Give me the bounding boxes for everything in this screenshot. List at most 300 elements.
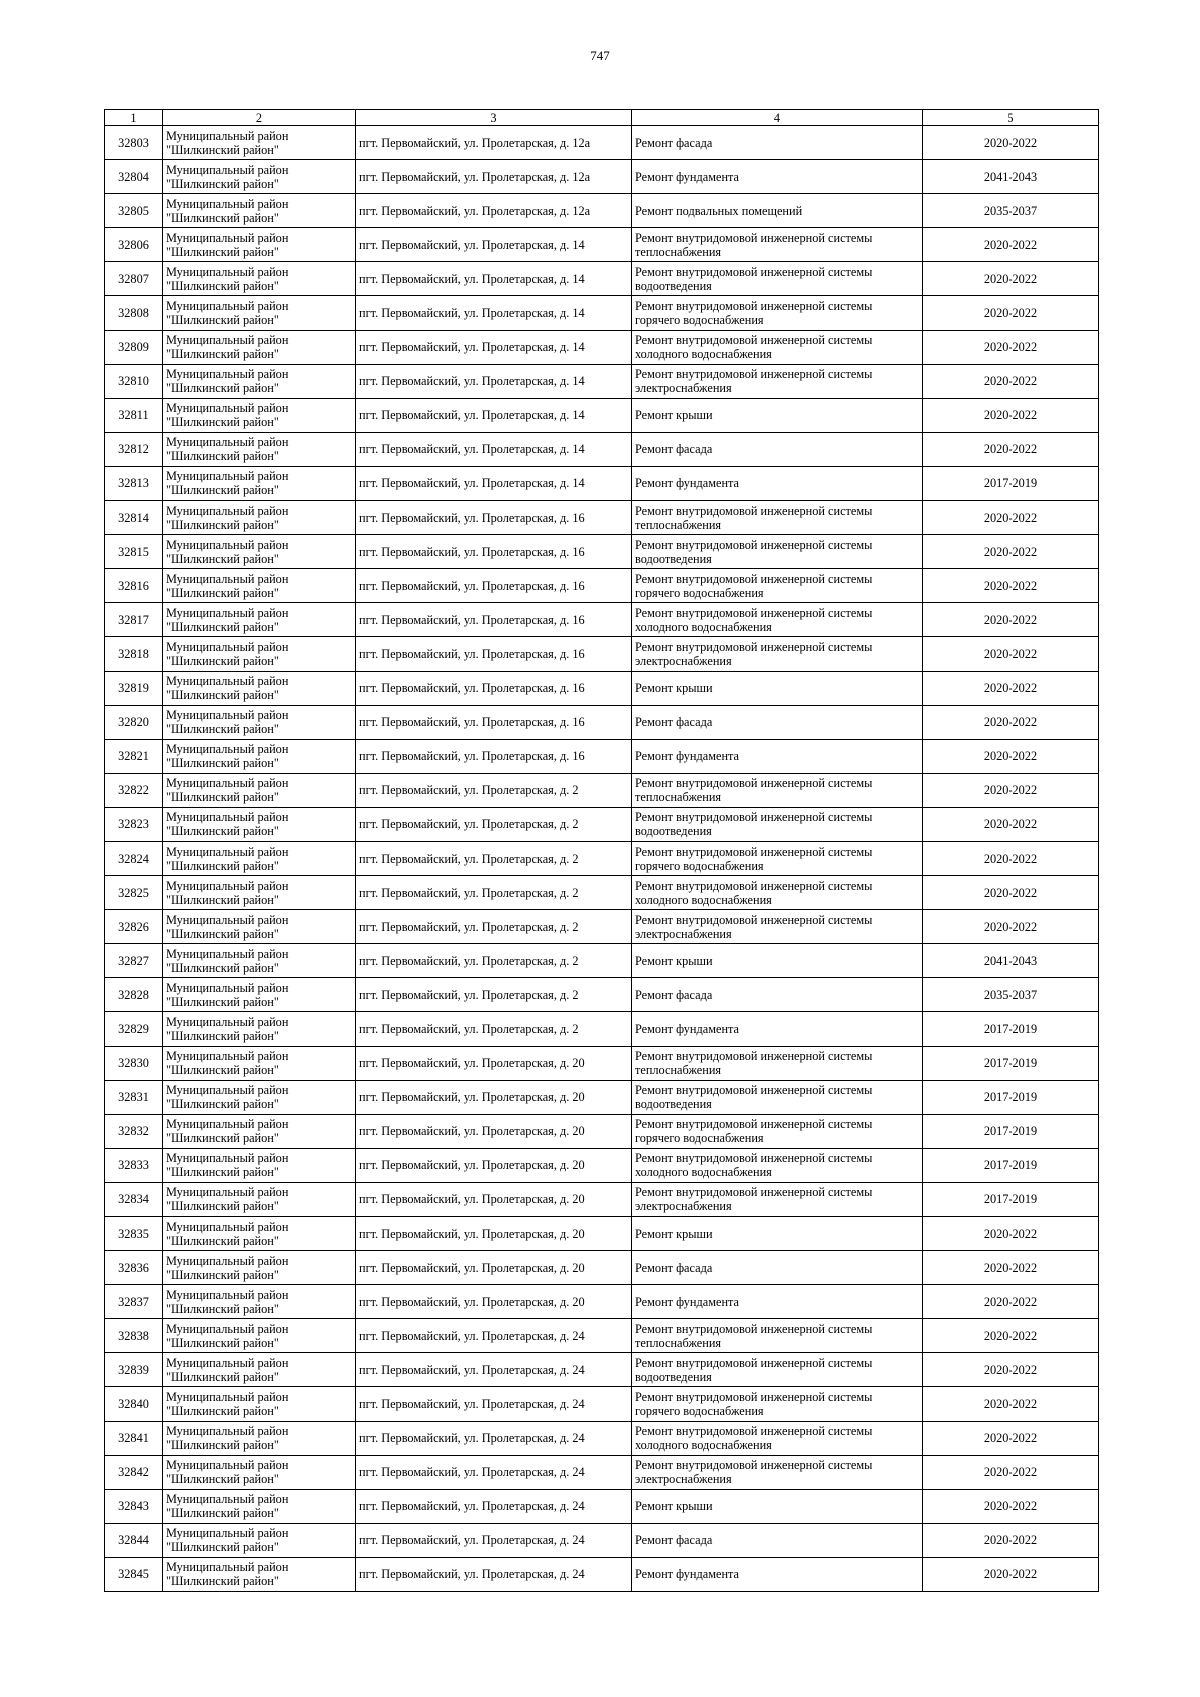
row-number-cell: 32840 [105,1387,163,1421]
row-number-cell: 32810 [105,364,163,398]
address-cell: пгт. Первомайский, ул. Пролетарская, д. 2 [356,944,632,978]
table-row [105,1489,1099,1523]
work-type-cell [632,466,923,500]
work-type-cell [632,126,923,160]
work-type-cell [632,1557,923,1591]
address-cell: пгт. Первомайский, ул. Пролетарская, д. 20 [356,1114,632,1148]
column-header: 2 [163,110,356,126]
work-type-line: теплоснабжения [635,1063,722,1078]
work-type-line: Ремонт внутридомовой инженерной системы [635,333,873,348]
table-row [105,1148,1099,1182]
work-type-line: горячего водоснабжения [635,585,764,600]
period-cell: 2020-2022 [923,262,1099,296]
address-cell: пгт. Первомайский, ул. Пролетарская, д. 20 [356,1046,632,1080]
table-row [105,1046,1099,1080]
municipality-cell [163,160,356,194]
row-number-cell: 32807 [105,262,163,296]
municipality-line: "Шилкинский район" [166,1199,279,1214]
work-type-cell [632,637,923,671]
column-header: 3 [356,110,632,126]
municipality-line: "Шилкинский район" [166,278,279,293]
municipality-line: "Шилкинский район" [166,1097,279,1112]
municipality-line: "Шилкинский район" [166,1404,279,1419]
work-type-line: холодного водоснабжения [635,347,772,362]
row-number-cell: 32839 [105,1353,163,1387]
address-cell: пгт. Первомайский, ул. Пролетарская, д. 24 [356,1489,632,1523]
work-type-line: Ремонт внутридомовой инженерной системы [635,1151,873,1166]
work-type-cell [632,501,923,535]
row-number-cell: 32824 [105,841,163,875]
row-number-cell: 32808 [105,296,163,330]
row-number-cell: 32837 [105,1285,163,1319]
work-type-line: горячего водоснабжения [635,313,764,328]
municipality-cell [163,1557,356,1591]
municipality-line: "Шилкинский район" [166,1165,279,1180]
table-row [105,944,1099,978]
municipality-line: Муниципальный район [166,1151,289,1166]
municipality-cell [163,1387,356,1421]
municipality-line: "Шилкинский район" [166,1506,279,1521]
municipality-line: "Шилкинский район" [166,653,279,668]
period-cell: 2020-2022 [923,671,1099,705]
municipality-line: Муниципальный район [166,435,289,450]
work-type-line: электроснабжения [635,381,732,396]
work-type-line: Ремонт внутридомовой инженерной системы [635,367,873,382]
table-row [105,296,1099,330]
municipality-cell [163,807,356,841]
work-type-line: теплоснабжения [635,244,722,259]
row-number-cell: 32818 [105,637,163,671]
municipality-cell [163,1523,356,1557]
municipality-cell [163,296,356,330]
table-row [105,1557,1099,1591]
row-number-cell: 32806 [105,228,163,262]
work-type-line: Ремонт внутридомовой инженерной системы [635,264,873,279]
work-type-line: Ремонт фундамента [635,1021,740,1036]
municipality-line: Муниципальный район [166,1492,289,1507]
table-row [105,603,1099,637]
work-type-line: Ремонт внутридомовой инженерной системы [635,503,873,518]
municipality-line: "Шилкинский район" [166,449,279,464]
work-type-cell [632,296,923,330]
municipality-line: "Шилкинский район" [166,960,279,975]
table-row [105,1387,1099,1421]
work-type-line: Ремонт внутридомовой инженерной системы [635,1083,873,1098]
row-number-cell: 32829 [105,1012,163,1046]
address-cell: пгт. Первомайский, ул. Пролетарская, д. 2 [356,978,632,1012]
municipality-cell [163,1319,356,1353]
work-type-line: Ремонт крыши [635,1499,713,1514]
page-number: 747 [590,48,610,63]
work-type-cell [632,228,923,262]
address-cell: пгт. Первомайский, ул. Пролетарская, д. 14 [356,296,632,330]
municipality-cell [163,1455,356,1489]
work-type-cell [632,1489,923,1523]
work-type-line: Ремонт внутридомовой инженерной системы [635,1117,873,1132]
row-number-cell: 32815 [105,535,163,569]
municipality-cell [163,398,356,432]
municipality-line: Муниципальный район [166,1560,289,1575]
municipality-line: Муниципальный район [166,128,289,143]
municipality-line: "Шилкинский район" [166,1233,279,1248]
municipality-cell [163,1114,356,1148]
period-cell: 2017-2019 [923,1182,1099,1216]
work-type-cell [632,739,923,773]
table-row [105,569,1099,603]
table-row [105,773,1099,807]
address-cell: пгт. Первомайский, ул. Пролетарская, д. 24 [356,1319,632,1353]
row-number-cell: 32813 [105,466,163,500]
work-type-line: Ремонт фасада [635,1533,713,1548]
municipality-line: Муниципальный район [166,708,289,723]
municipality-line: "Шилкинский район" [166,142,279,157]
table-row [105,364,1099,398]
municipality-line: Муниципальный район [166,1253,289,1268]
municipality-line: Муниципальный район [166,1390,289,1405]
table-row [105,1455,1099,1489]
municipality-line: Муниципальный район [166,1424,289,1439]
municipality-line: "Шилкинский район" [166,483,279,498]
work-type-line: Ремонт внутридомовой инженерной системы [635,605,873,620]
period-cell: 2017-2019 [923,1080,1099,1114]
table-row [105,501,1099,535]
work-type-line: Ремонт внутридомовой инженерной системы [635,878,873,893]
table-row [105,160,1099,194]
address-cell: пгт. Первомайский, ул. Пролетарская, д. 2 [356,876,632,910]
municipality-line: "Шилкинский район" [166,1301,279,1316]
period-cell: 2035-2037 [923,194,1099,228]
table-row [105,1285,1099,1319]
period-cell: 2020-2022 [923,1557,1099,1591]
municipality-line: "Шилкинский район" [166,1063,279,1078]
municipality-cell [163,364,356,398]
work-type-line: Ремонт фундамента [635,476,740,491]
row-number-cell: 32830 [105,1046,163,1080]
period-cell: 2020-2022 [923,569,1099,603]
municipality-line: "Шилкинский район" [166,722,279,737]
table-row [105,398,1099,432]
work-type-line: электроснабжения [635,926,732,941]
address-cell: пгт. Первомайский, ул. Пролетарская, д. 2 [356,773,632,807]
work-type-cell [632,910,923,944]
row-number-cell: 32835 [105,1217,163,1251]
work-type-cell [632,160,923,194]
work-type-cell [632,535,923,569]
period-cell: 2041-2043 [923,944,1099,978]
municipality-line: "Шилкинский район" [166,313,279,328]
municipality-line: Муниципальный район [166,810,289,825]
work-type-line: Ремонт фасада [635,135,713,150]
municipality-line: "Шилкинский район" [166,1369,279,1384]
row-number-cell: 32834 [105,1182,163,1216]
period-cell: 2020-2022 [923,603,1099,637]
row-number-cell: 32831 [105,1080,163,1114]
table-row [105,739,1099,773]
municipality-cell [163,262,356,296]
work-type-line: Ремонт внутридомовой инженерной системы [635,776,873,791]
work-type-line: Ремонт фасада [635,987,713,1002]
municipality-line: "Шилкинский район" [166,619,279,634]
period-cell: 2020-2022 [923,1217,1099,1251]
address-cell: пгт. Первомайский, ул. Пролетарская, д. 14 [356,398,632,432]
municipality-line: Муниципальный район [166,571,289,586]
municipality-line: Муниципальный район [166,639,289,654]
municipality-cell [163,432,356,466]
period-cell: 2020-2022 [923,739,1099,773]
table-row [105,705,1099,739]
period-cell: 2020-2022 [923,228,1099,262]
municipality-line: Муниципальный район [166,469,289,484]
address-cell: пгт. Первомайский, ул. Пролетарская, д. 20 [356,1217,632,1251]
work-type-cell [632,1217,923,1251]
address-cell: пгт. Первомайский, ул. Пролетарская, д. 12а [356,160,632,194]
row-number-cell: 32827 [105,944,163,978]
work-type-line: водоотведения [635,1369,712,1384]
municipality-cell [163,910,356,944]
work-type-cell [632,1353,923,1387]
work-type-line: Ремонт крыши [635,1226,713,1241]
address-cell: пгт. Первомайский, ул. Пролетарская, д. 2 [356,1012,632,1046]
period-cell: 2020-2022 [923,330,1099,364]
work-type-line: Ремонт внутридомовой инженерной системы [635,299,873,314]
address-cell: пгт. Первомайский, ул. Пролетарская, д. 24 [356,1557,632,1591]
municipality-line: Муниципальный район [166,333,289,348]
address-cell: пгт. Первомайский, ул. Пролетарская, д. 20 [356,1148,632,1182]
row-number-cell: 32844 [105,1523,163,1557]
municipality-cell [163,466,356,500]
address-cell: пгт. Первомайский, ул. Пролетарская, д. 14 [356,466,632,500]
table-row [105,330,1099,364]
column-header: 5 [923,110,1099,126]
municipality-cell [163,1046,356,1080]
municipality-line: "Шилкинский район" [166,244,279,259]
municipality-cell [163,705,356,739]
work-type-line: Ремонт внутридомовой инженерной системы [635,230,873,245]
work-type-line: холодного водоснабжения [635,892,772,907]
table-row [105,1523,1099,1557]
work-type-line: горячего водоснабжения [635,1404,764,1419]
municipality-line: Муниципальный район [166,980,289,995]
municipality-cell [163,876,356,910]
table-row [105,262,1099,296]
work-type-line: теплоснабжения [635,517,722,532]
work-type-line: Ремонт внутридомовой инженерной системы [635,1390,873,1405]
period-cell: 2020-2022 [923,1319,1099,1353]
table-row [105,910,1099,944]
work-type-cell [632,807,923,841]
municipality-line: Муниципальный район [166,844,289,859]
municipality-line: Муниципальный район [166,1185,289,1200]
row-number-cell: 32812 [105,432,163,466]
work-type-line: горячего водоснабжения [635,1131,764,1146]
work-type-line: Ремонт фундамента [635,1567,740,1582]
work-type-line: Ремонт фасада [635,715,713,730]
municipality-cell [163,126,356,160]
municipality-cell [163,603,356,637]
row-number-cell: 32817 [105,603,163,637]
municipality-line: "Шилкинский район" [166,210,279,225]
row-number-cell: 32833 [105,1148,163,1182]
work-type-line: водоотведения [635,278,712,293]
municipality-line: "Шилкинский район" [166,551,279,566]
period-cell: 2020-2022 [923,807,1099,841]
address-cell: пгт. Первомайский, ул. Пролетарская, д. 14 [356,262,632,296]
row-number-cell: 32823 [105,807,163,841]
table-row [105,1353,1099,1387]
municipality-line: Муниципальный район [166,1219,289,1234]
municipality-cell [163,944,356,978]
municipality-line: "Шилкинский район" [166,585,279,600]
municipality-cell [163,501,356,535]
municipality-line: "Шилкинский район" [166,1540,279,1555]
work-type-line: Ремонт подвальных помещений [635,203,803,218]
municipality-line: "Шилкинский район" [166,517,279,532]
period-cell: 2020-2022 [923,910,1099,944]
municipality-line: "Шилкинский район" [166,381,279,396]
work-type-line: Ремонт крыши [635,408,713,423]
work-type-cell [632,194,923,228]
work-type-cell [632,1285,923,1319]
period-cell: 2020-2022 [923,535,1099,569]
work-type-cell [632,569,923,603]
work-type-line: Ремонт фасада [635,442,713,457]
period-cell: 2017-2019 [923,1114,1099,1148]
address-cell: пгт. Первомайский, ул. Пролетарская, д. 24 [356,1421,632,1455]
work-type-line: Ремонт внутридомовой инженерной системы [635,639,873,654]
work-type-cell [632,432,923,466]
work-type-line: Ремонт внутридомовой инженерной системы [635,1321,873,1336]
work-type-cell [632,364,923,398]
municipality-line: Муниципальный район [166,162,289,177]
period-cell: 2035-2037 [923,978,1099,1012]
municipality-cell [163,1285,356,1319]
work-type-cell [632,1421,923,1455]
table-row [105,876,1099,910]
address-cell: пгт. Первомайский, ул. Пролетарская, д. 2 [356,807,632,841]
municipality-line: "Шилкинский район" [166,994,279,1009]
work-type-cell [632,262,923,296]
municipality-cell [163,978,356,1012]
period-cell: 2020-2022 [923,876,1099,910]
municipality-line: Муниципальный район [166,196,289,211]
table-row [105,1319,1099,1353]
table-row [105,1114,1099,1148]
address-cell: пгт. Первомайский, ул. Пролетарская, д. 20 [356,1285,632,1319]
table-row [105,228,1099,262]
row-number-cell: 32820 [105,705,163,739]
period-cell: 2020-2022 [923,398,1099,432]
table-row [105,978,1099,1012]
municipality-cell [163,1251,356,1285]
work-type-cell [632,1523,923,1557]
municipality-line: Муниципальный район [166,912,289,927]
work-type-cell [632,978,923,1012]
table-row [105,1421,1099,1455]
address-cell: пгт. Первомайский, ул. Пролетарская, д. 16 [356,705,632,739]
work-type-cell [632,841,923,875]
table-row [105,1251,1099,1285]
period-cell: 2020-2022 [923,1421,1099,1455]
work-type-line: Ремонт внутридомовой инженерной системы [635,1458,873,1473]
period-cell: 2020-2022 [923,432,1099,466]
municipality-line: "Шилкинский район" [166,926,279,941]
municipality-line: "Шилкинский район" [166,892,279,907]
table-body [105,126,1099,1592]
address-cell: пгт. Первомайский, ул. Пролетарская, д. 12а [356,194,632,228]
period-cell: 2020-2022 [923,841,1099,875]
row-number-cell: 32809 [105,330,163,364]
address-cell: пгт. Первомайский, ул. Пролетарская, д. 24 [356,1523,632,1557]
municipality-cell [163,1012,356,1046]
work-type-line: теплоснабжения [635,790,722,805]
row-number-cell: 32821 [105,739,163,773]
municipality-line: Муниципальный район [166,230,289,245]
municipality-line: "Шилкинский район" [166,1028,279,1043]
address-cell: пгт. Первомайский, ул. Пролетарская, д. 14 [356,228,632,262]
row-number-cell: 32822 [105,773,163,807]
work-type-cell [632,1251,923,1285]
municipality-line: Муниципальный район [166,1014,289,1029]
work-type-line: Ремонт внутридомовой инженерной системы [635,810,873,825]
period-cell: 2017-2019 [923,1148,1099,1182]
table-row [105,1217,1099,1251]
work-type-cell [632,1046,923,1080]
municipality-cell [163,637,356,671]
municipality-cell [163,1182,356,1216]
municipality-line: Муниципальный район [166,1321,289,1336]
work-type-line: Ремонт фундамента [635,749,740,764]
work-type-line: горячего водоснабжения [635,858,764,873]
column-number-row [105,110,1099,126]
work-type-cell [632,603,923,637]
municipality-cell [163,228,356,262]
row-number-cell: 32803 [105,126,163,160]
work-type-line: водоотведения [635,1097,712,1112]
period-cell: 2020-2022 [923,501,1099,535]
period-cell: 2020-2022 [923,126,1099,160]
row-number-cell: 32816 [105,569,163,603]
work-type-cell [632,1114,923,1148]
work-type-line: Ремонт фундамента [635,1294,740,1309]
row-number-cell: 32828 [105,978,163,1012]
municipality-cell [163,1080,356,1114]
municipality-line: "Шилкинский район" [166,688,279,703]
municipality-line: Муниципальный район [166,1526,289,1541]
address-cell: пгт. Первомайский, ул. Пролетарская, д. 24 [356,1353,632,1387]
municipality-cell [163,535,356,569]
work-type-cell [632,1012,923,1046]
municipality-line: "Шилкинский район" [166,1267,279,1282]
period-cell: 2020-2022 [923,705,1099,739]
table-row [105,194,1099,228]
municipality-cell [163,671,356,705]
municipality-line: "Шилкинский район" [166,1335,279,1350]
row-number-cell: 32811 [105,398,163,432]
municipality-line: "Шилкинский район" [166,347,279,362]
work-type-line: Ремонт внутридомовой инженерной системы [635,537,873,552]
work-type-cell [632,1080,923,1114]
municipality-line: "Шилкинский район" [166,790,279,805]
work-type-line: Ремонт внутридомовой инженерной системы [635,1424,873,1439]
period-cell: 2017-2019 [923,1046,1099,1080]
period-cell: 2020-2022 [923,1489,1099,1523]
municipality-line: "Шилкинский район" [166,756,279,771]
work-type-cell [632,773,923,807]
column-header: 1 [105,110,163,126]
municipality-line: Муниципальный район [166,503,289,518]
address-cell: пгт. Первомайский, ул. Пролетарская, д. 14 [356,432,632,466]
row-number-cell: 32836 [105,1251,163,1285]
